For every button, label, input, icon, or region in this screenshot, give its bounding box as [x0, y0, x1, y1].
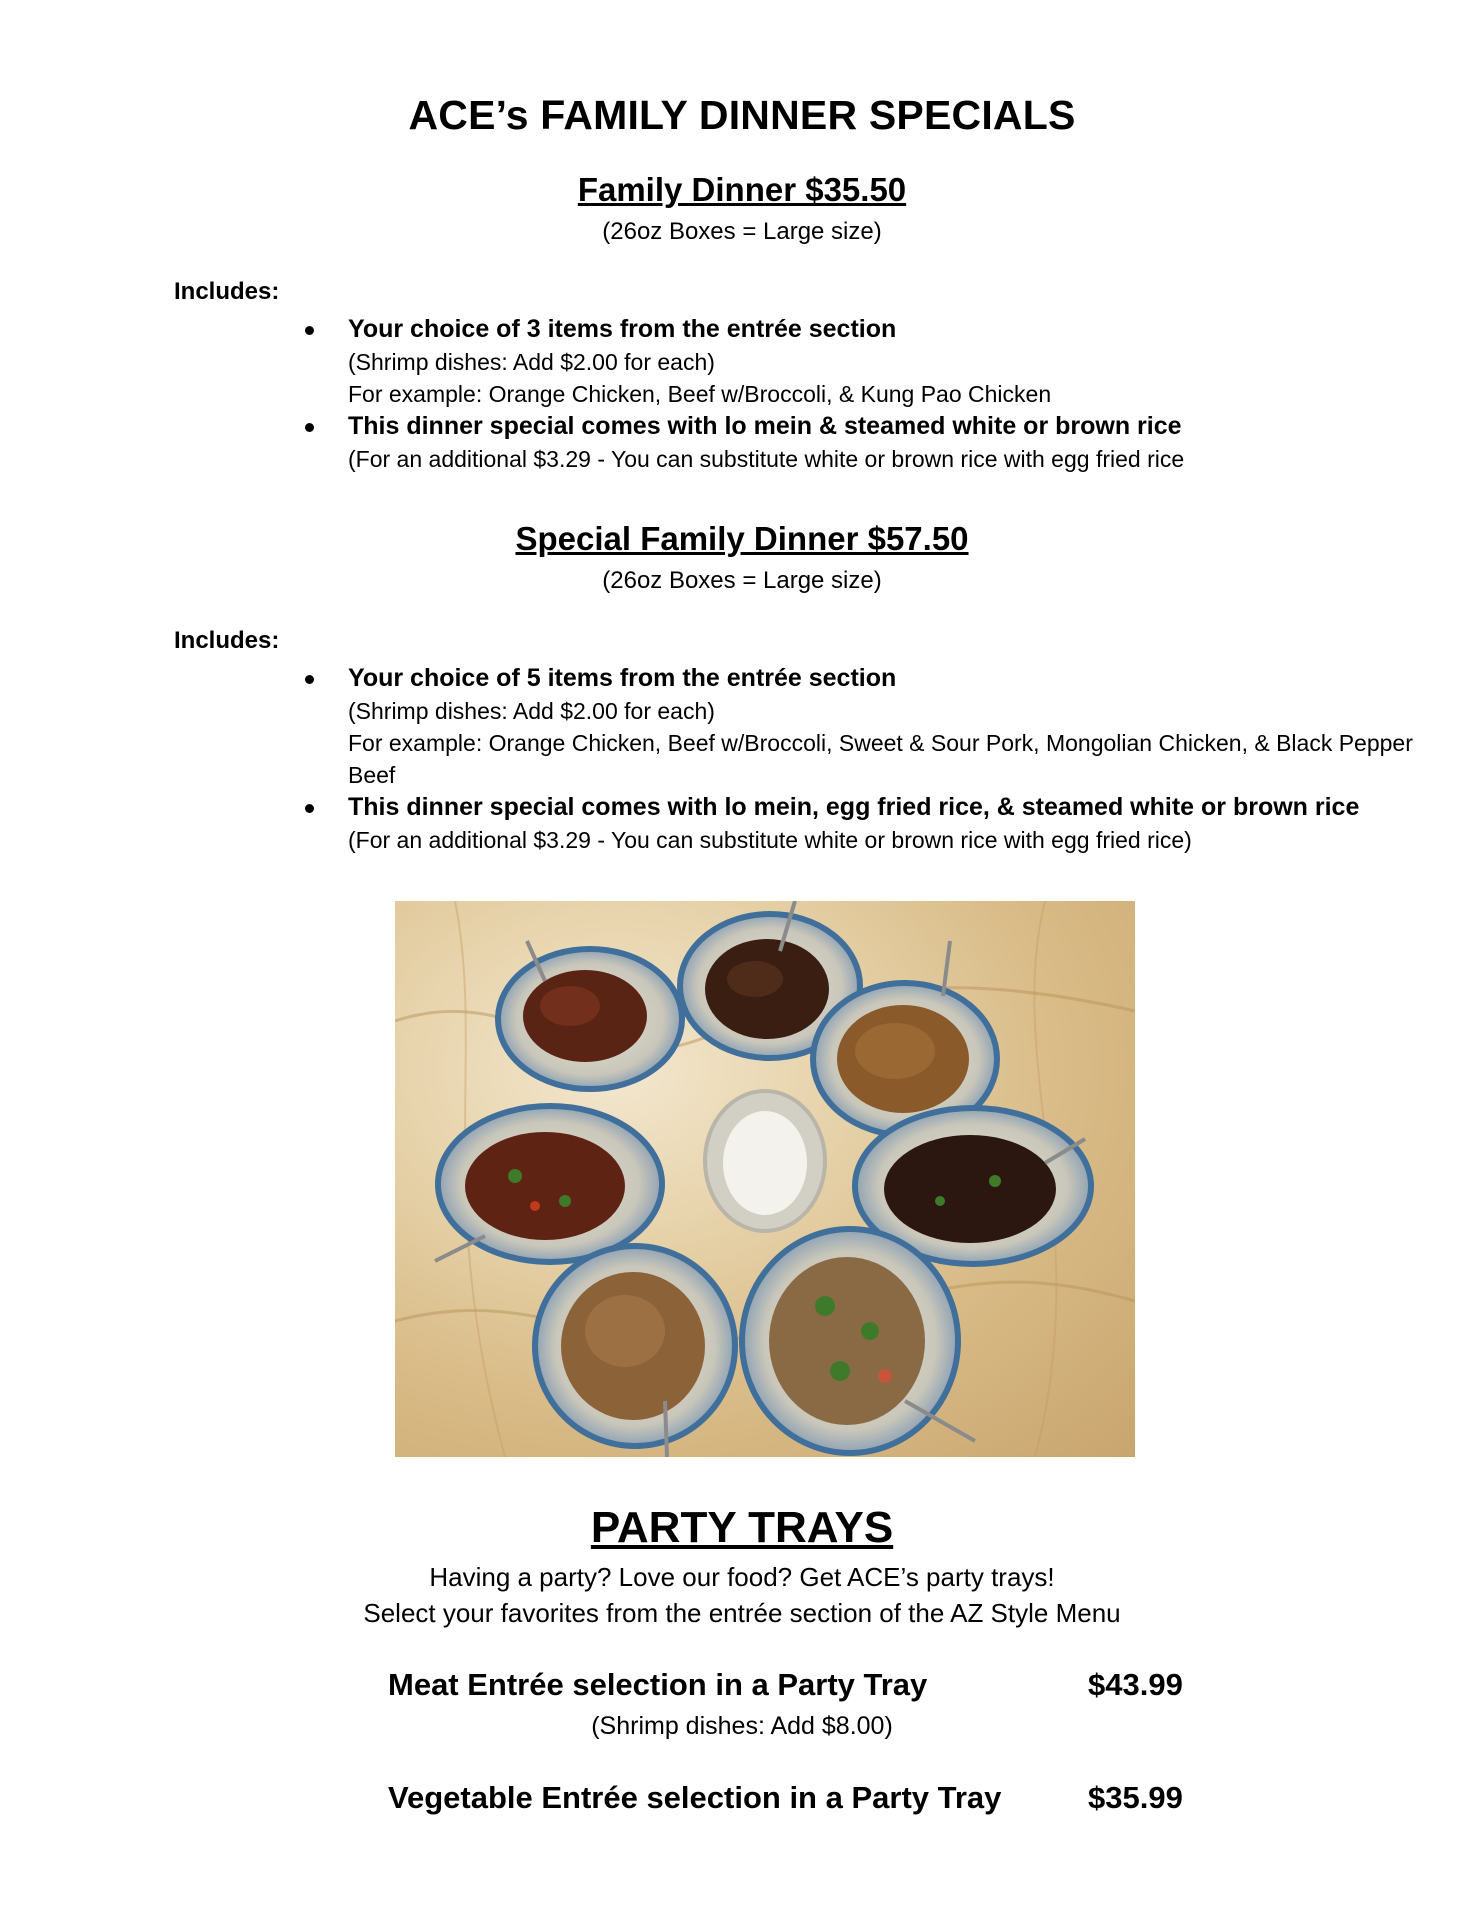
page-title: ACE’s FAMILY DINNER SPECIALS: [408, 92, 1076, 138]
special-family-dinner-size-note: (26oz Boxes = Large size): [602, 567, 882, 594]
family-dinner-includes-label: Includes:: [174, 278, 280, 305]
party-trays-heading: PARTY TRAYS: [590, 1503, 894, 1552]
special-family-dinner-substitute-note: (For an additional $3.29 - You can substitute white or brown rice with egg fried rice): [348, 827, 1192, 853]
food-photo-illustration: [395, 901, 1135, 1457]
list-item: [305, 791, 1415, 856]
special-family-dinner-item-list: [305, 662, 1415, 856]
meat-tray-shrimp-note: (Shrimp dishes: Add $8.00): [591, 1712, 893, 1740]
special-family-dinner-includes-label: Includes:: [174, 627, 280, 654]
special-family-dinner-example: For example: Orange Chicken, Beef w/Broccoli, Sweet & Sour Pork, Mongolian Chicken, & Black Pepper Beef: [348, 730, 1413, 788]
vegetable-tray-price: $35.99: [1088, 1780, 1183, 1815]
family-dinner-item-choice: Your choice of 3 items from the entrée section: [348, 315, 897, 343]
dish-plate: [438, 1106, 662, 1262]
list-item: [305, 313, 1415, 410]
family-dinner-item-list: [305, 313, 1415, 475]
party-trays-intro: Having a party? Love our food? Get ACE’s party trays!: [429, 1562, 1055, 1592]
dish-plate: [742, 1229, 958, 1453]
special-family-dinner-item-sides: This dinner special comes with lo mein, egg fried rice, & steamed white or brown rice: [348, 793, 1360, 821]
meat-tray-label: Meat Entrée selection in a Party Tray: [388, 1667, 928, 1702]
party-trays-instructions: Select your favorites from the entrée section of the AZ Style Menu: [363, 1598, 1121, 1628]
family-dinner-substitute-note: (For an additional $3.29 - You can substitute white or brown rice with egg fried rice: [348, 446, 1185, 472]
special-family-dinner-heading: Special Family Dinner $57.50: [515, 520, 969, 557]
dish-plate: [535, 1246, 735, 1446]
vegetable-tray-row: [388, 1780, 1188, 1816]
vegetable-tray-label: Vegetable Entrée selection in a Party Tray: [388, 1780, 1002, 1815]
meat-tray-row: [388, 1667, 1188, 1703]
meat-tray-price: $43.99: [1088, 1667, 1183, 1702]
special-family-dinner-shrimp-note: (Shrimp dishes: Add $2.00 for each): [348, 698, 715, 724]
list-item: [305, 410, 1415, 475]
dish-plate: [498, 949, 682, 1089]
family-dinner-size-note: (26oz Boxes = Large size): [602, 218, 882, 245]
special-family-dinner-item-choice: Your choice of 5 items from the entrée section: [348, 664, 897, 692]
dish-bowl: [705, 1091, 825, 1231]
family-dinner-food-photo: [395, 901, 1135, 1457]
family-dinner-item-sides: This dinner special comes with lo mein & steamed white or brown rice: [348, 412, 1182, 440]
family-dinner-shrimp-note: (Shrimp dishes: Add $2.00 for each): [348, 349, 715, 375]
family-dinner-heading: Family Dinner $35.50: [577, 171, 907, 208]
list-item: [305, 662, 1415, 791]
family-dinner-example: For example: Orange Chicken, Beef w/Broccoli, & Kung Pao Chicken: [348, 381, 1052, 407]
